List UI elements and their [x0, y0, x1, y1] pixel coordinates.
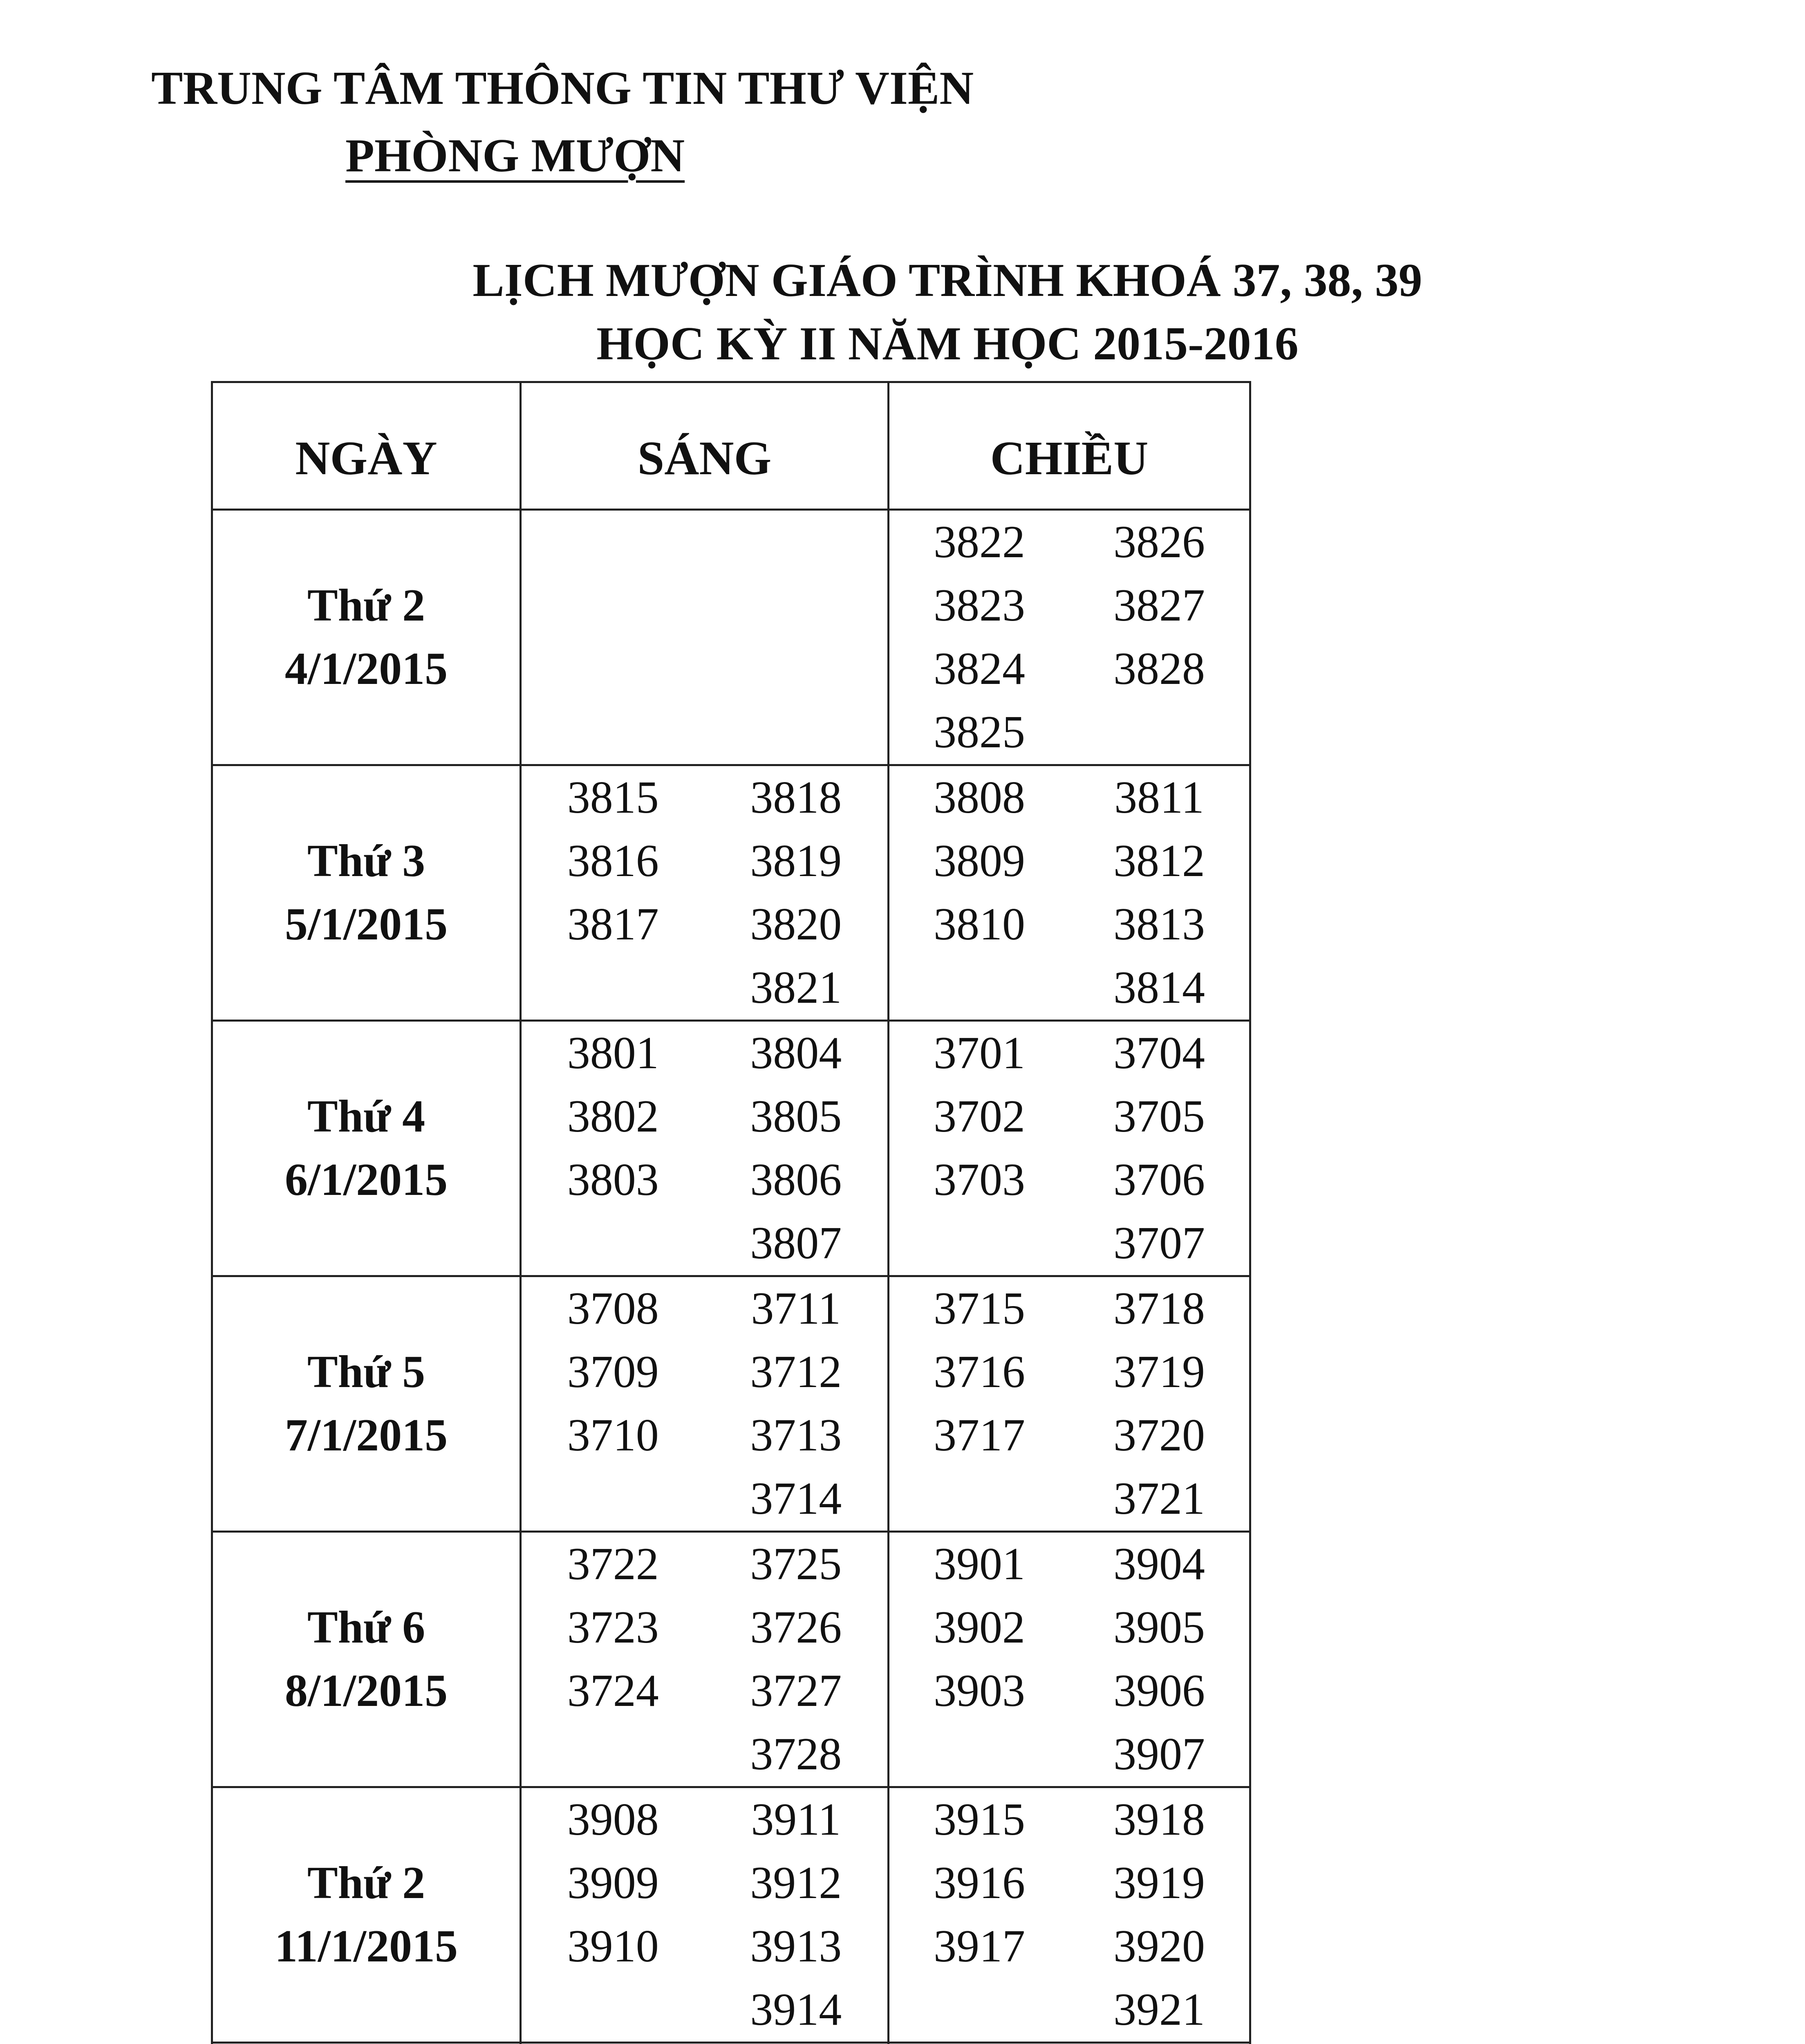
class-code: 3912: [750, 1858, 842, 1908]
class-code: 3702: [934, 1091, 1025, 1142]
class-code: 3910: [567, 1921, 659, 1972]
class-code: 3920: [1113, 1921, 1205, 1972]
class-code: 3807: [750, 1218, 842, 1269]
class-code: 3908: [567, 1794, 659, 1845]
class-code: 3921: [1113, 1984, 1205, 2035]
day-cell: [212, 2043, 521, 2044]
table-row: [212, 1021, 1250, 1276]
class-code: 3805: [750, 1091, 842, 1142]
morning-cell: [521, 1276, 889, 1532]
department-name: PHÒNG MƯỢN: [345, 130, 685, 182]
code-column: [1069, 1277, 1249, 1531]
morning-codes: [522, 766, 887, 1020]
class-code: 3814: [1113, 962, 1205, 1013]
table-row: [212, 2043, 1250, 2044]
class-code: 3802: [567, 1091, 659, 1142]
morning-codes: [522, 1788, 887, 2042]
code-column: [705, 1788, 888, 2042]
class-code: 3713: [750, 1410, 842, 1461]
header-afternoon: CHIỀU: [889, 382, 1250, 510]
code-column: [705, 1533, 888, 1786]
class-code: 3817: [567, 899, 659, 950]
document-title: LỊCH MƯỢN GIÁO TRÌNH KHOÁ 37, 38, 39: [473, 254, 1422, 307]
code-column: [1069, 511, 1249, 764]
day-cell: [212, 510, 521, 765]
class-code: 3704: [1113, 1028, 1205, 1078]
afternoon-codes: [889, 1022, 1249, 1275]
class-code: 3715: [934, 1283, 1025, 1334]
class-code: 3714: [750, 1473, 842, 1524]
date-label: 4/1/2015: [284, 643, 448, 694]
code-column: [522, 1277, 705, 1531]
weekday-label: Thứ 6: [307, 1602, 425, 1653]
day-cell: [212, 1532, 521, 1787]
class-code: 3821: [750, 962, 842, 1013]
afternoon-codes: [889, 511, 1249, 764]
class-code: 3822: [934, 517, 1025, 567]
code-column: [889, 1788, 1069, 2042]
morning-cell: [521, 1021, 889, 1276]
class-code: 3909: [567, 1858, 659, 1908]
class-code: 3825: [934, 707, 1025, 758]
afternoon-cell: [889, 765, 1250, 1021]
class-code: 3703: [934, 1154, 1025, 1205]
afternoon-codes: [889, 1788, 1249, 2042]
class-code: 3810: [934, 899, 1025, 950]
day-cell: [212, 765, 521, 1021]
class-code: 3711: [751, 1283, 841, 1334]
class-code: 3818: [750, 772, 842, 823]
class-code: 3801: [567, 1028, 659, 1078]
class-code: 3824: [934, 643, 1025, 694]
class-code: 3708: [567, 1283, 659, 1334]
morning-codes: [522, 1022, 887, 1275]
class-code: 3919: [1113, 1858, 1205, 1908]
class-code: 3716: [934, 1347, 1025, 1397]
code-column: [1069, 1022, 1249, 1275]
class-code: 3907: [1113, 1729, 1205, 1780]
weekday-label: Thứ 2: [307, 580, 425, 631]
code-column: [889, 1533, 1069, 1786]
code-column: [889, 511, 1069, 764]
class-code: 3914: [750, 1984, 842, 2035]
afternoon-cell: [889, 2043, 1250, 2044]
morning-codes: [522, 1533, 887, 1786]
class-code: 3827: [1113, 580, 1205, 631]
class-code: 3728: [750, 1729, 842, 1780]
class-code: 3806: [750, 1154, 842, 1205]
code-column: [705, 511, 888, 764]
class-code: 3826: [1113, 517, 1205, 567]
class-code: 3706: [1113, 1154, 1205, 1205]
afternoon-cell: [889, 1532, 1250, 1787]
header-day: NGÀY: [212, 382, 521, 510]
class-code: 3710: [567, 1410, 659, 1461]
afternoon-cell: [889, 1021, 1250, 1276]
class-code: 3719: [1113, 1347, 1205, 1397]
code-column: [522, 511, 705, 764]
class-code: 3916: [934, 1858, 1025, 1908]
code-column: [889, 1277, 1069, 1531]
table-row: [212, 1532, 1250, 1787]
class-code: 3911: [751, 1794, 841, 1845]
class-code: 3721: [1113, 1473, 1205, 1524]
code-column: [1069, 766, 1249, 1020]
class-code: 3709: [567, 1347, 659, 1397]
class-code: 3723: [567, 1602, 659, 1653]
date-label: 7/1/2015: [284, 1410, 448, 1461]
morning-cell: [521, 510, 889, 765]
code-column: [522, 1022, 705, 1275]
class-code: 3828: [1113, 643, 1205, 694]
class-code: 3705: [1113, 1091, 1205, 1142]
class-code: 3816: [567, 836, 659, 886]
class-code: 3803: [567, 1154, 659, 1205]
morning-cell: [521, 765, 889, 1021]
class-code: 3917: [934, 1921, 1025, 1972]
class-code: 3725: [750, 1539, 842, 1589]
afternoon-codes: [889, 1277, 1249, 1531]
morning-cell: [521, 2043, 889, 2044]
header-morning: SÁNG: [521, 382, 889, 510]
date-label: 11/1/2015: [274, 1921, 458, 1972]
code-column: [1069, 1533, 1249, 1786]
code-column: [705, 766, 888, 1020]
code-column: [522, 1788, 705, 2042]
class-code: 3819: [750, 836, 842, 886]
class-code: 3722: [567, 1539, 659, 1589]
afternoon-codes: [889, 766, 1249, 1020]
morning-codes: [522, 511, 887, 764]
code-column: [705, 1277, 888, 1531]
day-cell: [212, 1021, 521, 1276]
code-column: [705, 1022, 888, 1275]
class-code: 3717: [934, 1410, 1025, 1461]
weekday-label: Thứ 5: [307, 1347, 425, 1397]
class-code: 3808: [934, 772, 1025, 823]
code-column: [889, 766, 1069, 1020]
class-code: 3804: [750, 1028, 842, 1078]
afternoon-cell: [889, 1787, 1250, 2043]
code-column: [522, 1533, 705, 1786]
morning-codes: [522, 1277, 887, 1531]
document-subtitle: HỌC KỲ II NĂM HỌC 2015-2016: [596, 318, 1299, 370]
table-row: [212, 510, 1250, 765]
class-code: 3727: [750, 1665, 842, 1716]
class-code: 3809: [934, 836, 1025, 886]
class-code: 3707: [1113, 1218, 1205, 1269]
organization-name: TRUNG TÂM THÔNG TIN THƯ VIỆN: [151, 62, 974, 114]
morning-cell: [521, 1787, 889, 2043]
morning-cell: [521, 1532, 889, 1787]
class-code: 3813: [1113, 899, 1205, 950]
table-row: [212, 765, 1250, 1021]
class-code: 3812: [1113, 836, 1205, 886]
class-code: 3904: [1113, 1539, 1205, 1589]
class-code: 3811: [1114, 772, 1204, 823]
table-header-row: [212, 382, 1250, 510]
day-cell: [212, 1787, 521, 2043]
schedule-body: [212, 510, 1250, 2044]
table-row: [212, 1787, 1250, 2043]
weekday-label: Thứ 4: [307, 1091, 425, 1142]
afternoon-cell: [889, 510, 1250, 765]
afternoon-codes: [889, 1533, 1249, 1786]
weekday-label: Thứ 3: [307, 836, 425, 886]
schedule-table: [211, 381, 1251, 2044]
class-code: 3724: [567, 1665, 659, 1716]
class-code: 3726: [750, 1602, 842, 1653]
weekday-label: Thứ 2: [307, 1858, 425, 1908]
code-column: [522, 766, 705, 1020]
class-code: 3905: [1113, 1602, 1205, 1653]
class-code: 3913: [750, 1921, 842, 1972]
day-cell: [212, 1276, 521, 1532]
class-code: 3720: [1113, 1410, 1205, 1461]
class-code: 3701: [934, 1028, 1025, 1078]
code-column: [889, 1022, 1069, 1275]
class-code: 3718: [1113, 1283, 1205, 1334]
date-label: 5/1/2015: [284, 899, 448, 950]
afternoon-cell: [889, 1276, 1250, 1532]
date-label: 6/1/2015: [284, 1154, 448, 1205]
class-code: 3815: [567, 772, 659, 823]
class-code: 3906: [1113, 1665, 1205, 1716]
class-code: 3903: [934, 1665, 1025, 1716]
code-column: [1069, 1788, 1249, 2042]
table-row: [212, 1276, 1250, 1532]
class-code: 3901: [934, 1539, 1025, 1589]
date-label: 8/1/2015: [284, 1665, 448, 1716]
class-code: 3902: [934, 1602, 1025, 1653]
class-code: 3823: [934, 580, 1025, 631]
class-code: 3918: [1113, 1794, 1205, 1845]
class-code: 3820: [750, 899, 842, 950]
class-code: 3915: [934, 1794, 1025, 1845]
class-code: 3712: [750, 1347, 842, 1397]
